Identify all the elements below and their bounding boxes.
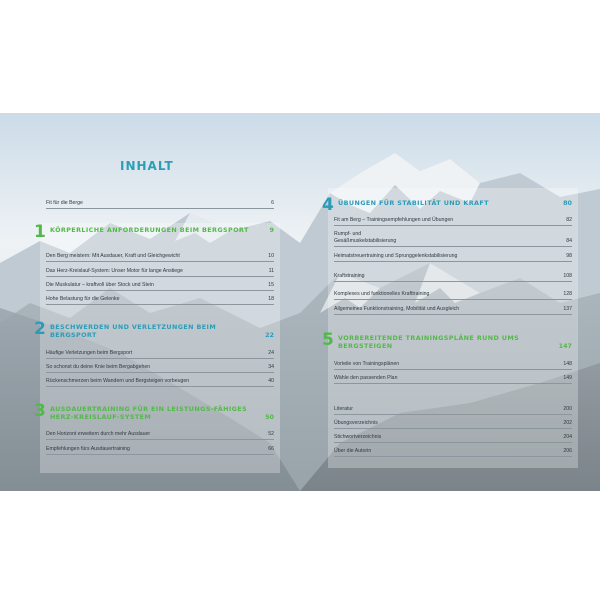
toc-entry-title: Übungsverzeichnis xyxy=(334,420,378,426)
toc-entry-appendix[interactable] xyxy=(334,406,572,413)
divider xyxy=(46,208,274,209)
chapter-page: 9 xyxy=(269,226,274,234)
toc-entry-title: Das Herz-Kreislauf-System: Unser Motor für lange Anstiege xyxy=(46,268,183,274)
toc-entry-title: Rückenschmerzen beim Wandern und Bergsteigen vorbeugen xyxy=(46,378,190,384)
toc-entry-page: 24 xyxy=(268,350,274,356)
toc-entry-title: Den Horizont erweitern durch mehr Ausdauer xyxy=(46,431,151,437)
toc-entry[interactable] xyxy=(334,291,572,298)
toc-heading: INHALT xyxy=(120,159,174,173)
chapter-3-heading[interactable] xyxy=(34,401,274,421)
toc-entry[interactable] xyxy=(46,282,274,289)
chapter-number: 1 xyxy=(34,222,46,242)
toc-entry-title: Heimatstreuertraining und Sprunggelenkstabilisierung xyxy=(334,253,458,259)
toc-entry[interactable] xyxy=(46,378,274,385)
toc-entry[interactable] xyxy=(334,306,572,313)
toc-entry-title: Empfehlungen fürs Ausdauertraining xyxy=(46,446,130,452)
toc-entry-title: Die Muskulatur – kraftvoll über Stock und Stein xyxy=(46,282,154,288)
toc-entry[interactable] xyxy=(46,364,274,371)
toc-entry-appendix[interactable] xyxy=(334,434,572,441)
toc-entry-title: Rumpf- und Gesäßmuskelstabilisierung xyxy=(334,231,397,244)
toc-entry[interactable] xyxy=(334,217,572,224)
divider xyxy=(334,456,572,457)
toc-entry-page: 200 xyxy=(563,406,572,412)
toc-entry-appendix[interactable] xyxy=(334,420,572,427)
toc-entry-page: 52 xyxy=(268,431,274,437)
toc-entry-page: 18 xyxy=(268,296,274,302)
chapter-page: 80 xyxy=(563,199,572,207)
chapter-title: ÜBUNGEN FÜR STABILITÄT UND KRAFT xyxy=(338,199,489,207)
divider xyxy=(334,225,572,226)
toc-entry-title: Über die Autorin xyxy=(334,448,372,454)
toc-entry-title: Hohe Belastung für die Gelenke xyxy=(46,296,120,302)
chapter-title: KÖRPERLICHE ANFORDERUNGEN BEIM BERGSPORT xyxy=(50,226,249,234)
divider xyxy=(46,261,274,262)
chapter-page: 147 xyxy=(558,342,572,350)
toc-entry-page: 108 xyxy=(563,273,572,279)
divider xyxy=(334,246,572,247)
toc-entry-page: 82 xyxy=(566,217,572,223)
toc-entry-page: 148 xyxy=(563,361,572,367)
chapter-number: 3 xyxy=(34,401,46,421)
divider xyxy=(46,358,274,359)
toc-entry-title: Stichwortverzeichnis xyxy=(334,434,382,440)
toc-entry-page: 137 xyxy=(563,306,572,312)
toc-entry-title: Wähle den passenden Plan xyxy=(334,375,398,381)
toc-entry-page: 10 xyxy=(268,253,274,259)
divider xyxy=(46,386,274,387)
chapter-5-heading[interactable] xyxy=(322,330,572,350)
toc-entry-appendix[interactable] xyxy=(334,448,572,455)
toc-entry-title: So schonst du deine Knie beim Bergabgehen xyxy=(46,364,151,370)
divider xyxy=(334,299,572,300)
toc-entry[interactable] xyxy=(334,361,572,368)
divider xyxy=(334,281,572,282)
toc-entry[interactable] xyxy=(46,253,274,260)
divider xyxy=(334,261,572,262)
toc-entry-intro[interactable] xyxy=(46,200,274,207)
divider xyxy=(46,304,274,305)
toc-entry-title: Allgemeines Funktionstraining, Mobilität und Ausgleich xyxy=(334,306,460,312)
toc-entry[interactable] xyxy=(46,268,274,275)
toc-entry[interactable] xyxy=(46,431,274,438)
toc-entry-title: Literatur xyxy=(334,406,354,412)
divider xyxy=(46,372,274,373)
chapter-1-heading[interactable] xyxy=(34,222,274,242)
toc-page xyxy=(0,113,600,491)
toc-entry[interactable] xyxy=(334,231,572,245)
toc-entry[interactable] xyxy=(334,375,572,382)
chapter-title: VORBEREITENDE TRAININGSPLÄNE RUND UMS BERGSTEIGEN xyxy=(338,334,520,350)
toc-entry-page: 11 xyxy=(268,268,274,274)
chapter-number: 5 xyxy=(322,330,334,350)
divider xyxy=(46,439,274,440)
divider xyxy=(46,454,274,455)
chapter-number: 2 xyxy=(34,319,46,339)
toc-entry[interactable] xyxy=(334,273,572,280)
chapter-title: BESCHWERDEN UND VERLETZUNGEN BEIM BERGSPORT xyxy=(50,323,217,339)
toc-entry-page: 149 xyxy=(563,375,572,381)
toc-entry-title: Kraftstraining xyxy=(334,273,365,279)
toc-entry-page: 202 xyxy=(563,420,572,426)
toc-entry-title: Häufige Verletzungen beim Bergsport xyxy=(46,350,133,356)
toc-entry-page: 128 xyxy=(563,291,572,297)
divider xyxy=(334,369,572,370)
toc-entry[interactable] xyxy=(46,296,274,303)
divider xyxy=(334,414,572,415)
chapter-title: AUSDAUERTRAINING FÜR EIN LEISTUNGS-FÄHIGES HERZ-KREISLAUF-SYSTEM xyxy=(50,405,248,421)
chapter-2-heading[interactable] xyxy=(34,319,274,339)
toc-entry-page: 206 xyxy=(563,448,572,454)
toc-entry[interactable] xyxy=(46,350,274,357)
toc-entry-page: 204 xyxy=(563,434,572,440)
toc-entry[interactable] xyxy=(46,446,274,453)
divider xyxy=(46,290,274,291)
chapter-page: 22 xyxy=(265,331,274,339)
toc-entry-title: Fit für die Berge xyxy=(46,200,83,206)
chapter-page: 50 xyxy=(265,413,274,421)
toc-entry-page: 34 xyxy=(268,364,274,370)
divider xyxy=(46,276,274,277)
toc-entry-title: Fit am Berg – Trainingsempfehlungen und Übungen xyxy=(334,217,454,223)
toc-entry-page: 98 xyxy=(566,253,572,259)
toc-entry-page: 15 xyxy=(268,282,274,288)
toc-entry-page: 6 xyxy=(271,200,274,206)
toc-entry-page: 84 xyxy=(566,238,572,244)
toc-entry-title: Komplexes und funktionelles Krafttraining xyxy=(334,291,430,297)
toc-entry-title: Den Berg meistern: Mit Ausdauer, Kraft und Gleichgewicht xyxy=(46,253,180,259)
divider xyxy=(334,314,572,315)
divider xyxy=(334,383,572,384)
toc-entry[interactable] xyxy=(334,253,572,260)
toc-entry-page: 40 xyxy=(268,378,274,384)
toc-entry-page: 66 xyxy=(268,446,274,452)
chapter-4-heading[interactable] xyxy=(322,195,572,215)
toc-entry-title: Vorteile von Trainingsplänen xyxy=(334,361,400,367)
divider xyxy=(334,442,572,443)
chapter-number: 4 xyxy=(322,195,334,215)
divider xyxy=(334,428,572,429)
